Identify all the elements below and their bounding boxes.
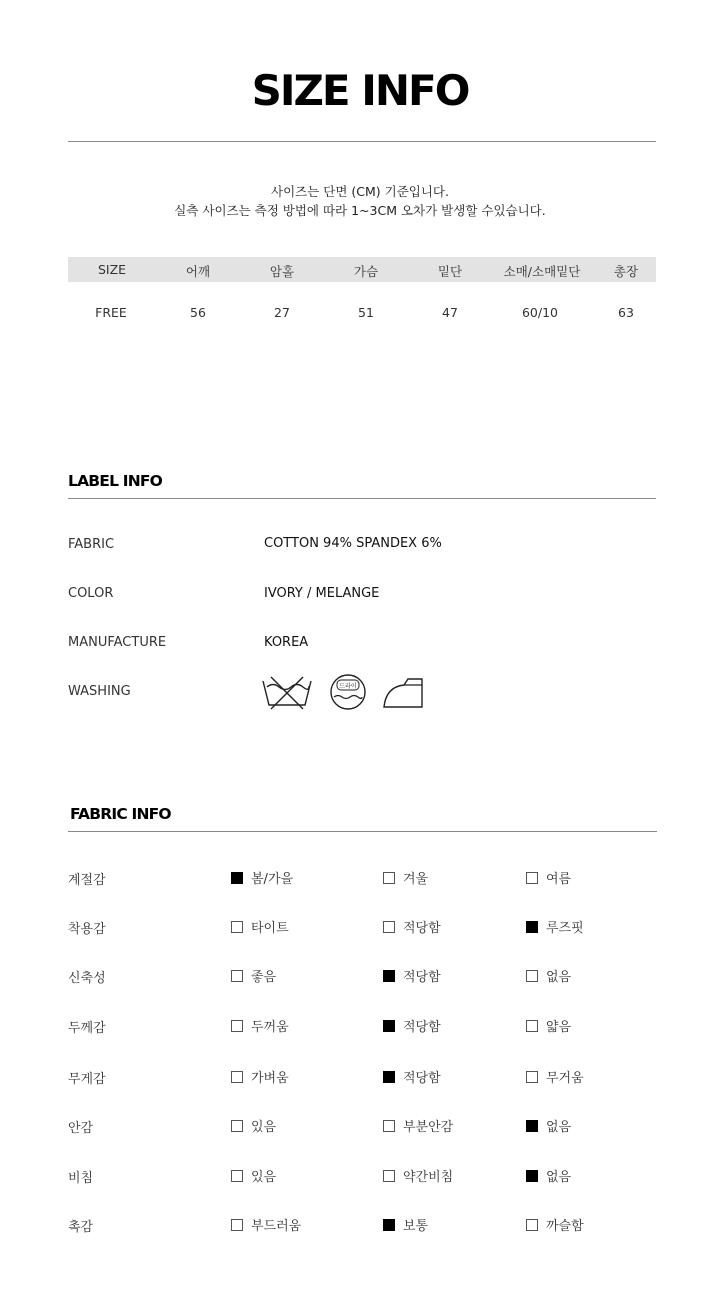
fabric-option [231,1215,301,1234]
unchecked-box-icon [526,872,538,884]
fabric-option [383,868,428,887]
unchecked-box-icon [383,1120,395,1132]
fabric-option-label: 적당함 [403,970,441,985]
fabric-option-label: 타이트 [251,921,289,936]
size-cell-sleeve: 60/10 [521,305,559,320]
size-cell-hem: 47 [442,305,458,320]
color-label: COLOR [68,586,114,601]
fabric-option-label: 봄/가을 [251,872,294,887]
size-header-size: SIZE [97,262,127,277]
size-cell-armhole: 27 [274,305,290,320]
unchecked-box-icon [526,1219,538,1231]
fabric-option-label: 부분안감 [403,1120,454,1135]
fabric-row-label: 안감 [68,1121,94,1136]
unchecked-box-icon [231,970,243,982]
notice-line-1: 사이즈는 단면 (CM) 기준입니다. [271,184,449,199]
fabric-option-label: 있음 [251,1170,277,1185]
fabric-option [383,1116,453,1135]
fabric-option-label: 부드러움 [251,1219,302,1234]
fabric-option [526,1116,571,1135]
size-cell-shoulder: 56 [190,305,206,320]
title-divider [68,141,656,142]
fabric-option [231,1067,289,1086]
fabric-option-label: 약간비침 [403,1170,454,1185]
label-info-divider [68,498,656,499]
fabric-option [231,1116,276,1135]
unchecked-box-icon [231,1219,243,1231]
fabric-row-label: 착용감 [68,922,106,937]
checked-box-icon [526,921,538,933]
unchecked-box-icon [231,1071,243,1083]
iron-icon [382,673,426,711]
fabric-row-label: 촉감 [68,1220,94,1235]
unchecked-box-icon [526,1071,538,1083]
fabric-option-label: 겨울 [403,872,429,887]
size-header-shoulder: 어깨 [185,264,211,279]
checked-box-icon [383,1020,395,1032]
fabric-option [383,1016,441,1035]
checked-box-icon [526,1170,538,1182]
fabric-option [526,868,571,887]
dry-text: 드라이 [339,683,357,690]
notice-line-2: 실측 사이즈는 측정 방법에 따라 1~3CM 오차가 발생할 수있습니다. [174,203,546,218]
fabric-option [231,917,289,936]
unchecked-box-icon [231,1120,243,1132]
fabric-option-label: 적당함 [403,1020,441,1035]
fabric-option [526,1016,571,1035]
fabric-option-label: 여름 [546,872,572,887]
unchecked-box-icon [526,970,538,982]
fabric-option [526,917,584,936]
fabric-option [526,1215,584,1234]
checked-box-icon [383,970,395,982]
fabric-label: FABRIC [68,537,115,552]
fabric-option-label: 보통 [403,1219,429,1234]
fabric-option-label: 얇음 [546,1020,572,1035]
checked-box-icon [383,1219,395,1231]
color-value: IVORY / MELANGE [264,586,380,601]
fabric-row-label: 신축성 [68,971,106,986]
unchecked-box-icon [231,1020,243,1032]
dry-clean-icon [328,673,368,711]
checked-box-icon [231,872,243,884]
fabric-option [231,1166,276,1185]
size-header-hem: 밑단 [437,264,463,279]
size-header-chest: 가슴 [353,264,379,279]
fabric-value: COTTON 94% SPANDEX 6% [264,536,442,551]
size-cell-chest: 51 [358,305,374,320]
size-cell-free: FREE [95,305,127,320]
size-cell-length: 63 [618,305,634,320]
fabric-option [383,1166,453,1185]
fabric-option [383,966,441,985]
washing-label: WASHING [68,684,131,699]
fabric-option-label: 적당함 [403,921,441,936]
fabric-option [383,917,441,936]
checked-box-icon [383,1071,395,1083]
unchecked-box-icon [383,1170,395,1182]
unchecked-box-icon [526,1020,538,1032]
unchecked-box-icon [383,872,395,884]
fabric-option-label: 있음 [251,1120,277,1135]
fabric-option [231,966,276,985]
fabric-row-label: 무게감 [68,1072,106,1087]
fabric-option-label: 두꺼움 [251,1020,289,1035]
fabric-option [526,1166,571,1185]
size-header-sleeve: 소매/소매밑단 [503,264,581,279]
fabric-option [383,1067,441,1086]
fabric-option [526,1067,584,1086]
fabric-option-label: 루즈핏 [546,921,584,936]
fabric-option-label: 까슬함 [546,1219,584,1234]
no-wash-icon [261,673,313,711]
fabric-row-label: 계절감 [68,873,106,888]
fabric-row-label: 비침 [68,1171,94,1186]
checked-box-icon [526,1120,538,1132]
fabric-option-label: 적당함 [403,1071,441,1086]
fabric-info-title: FABRIC INFO [70,805,171,823]
fabric-option-label: 없음 [546,970,572,985]
manufacture-value: KOREA [264,635,309,650]
unchecked-box-icon [231,921,243,933]
fabric-option-label: 좋음 [251,970,277,985]
fabric-info-divider [68,831,657,832]
fabric-option [231,868,293,887]
label-info-title: LABEL INFO [68,472,163,490]
fabric-option-label: 가벼움 [251,1071,289,1086]
unchecked-box-icon [383,921,395,933]
fabric-option [383,1215,428,1234]
manufacture-label: MANUFACTURE [68,635,167,650]
unchecked-box-icon [231,1170,243,1182]
fabric-option-label: 없음 [546,1120,572,1135]
fabric-option [526,966,571,985]
fabric-option-label: 없음 [546,1170,572,1185]
fabric-option-label: 무거움 [546,1071,584,1086]
page-title: SIZE INFO [251,66,469,115]
size-header-length: 총장 [613,264,639,279]
fabric-row-label: 두께감 [68,1021,106,1036]
size-header-armhole: 암홀 [269,264,295,279]
fabric-option [231,1016,289,1035]
